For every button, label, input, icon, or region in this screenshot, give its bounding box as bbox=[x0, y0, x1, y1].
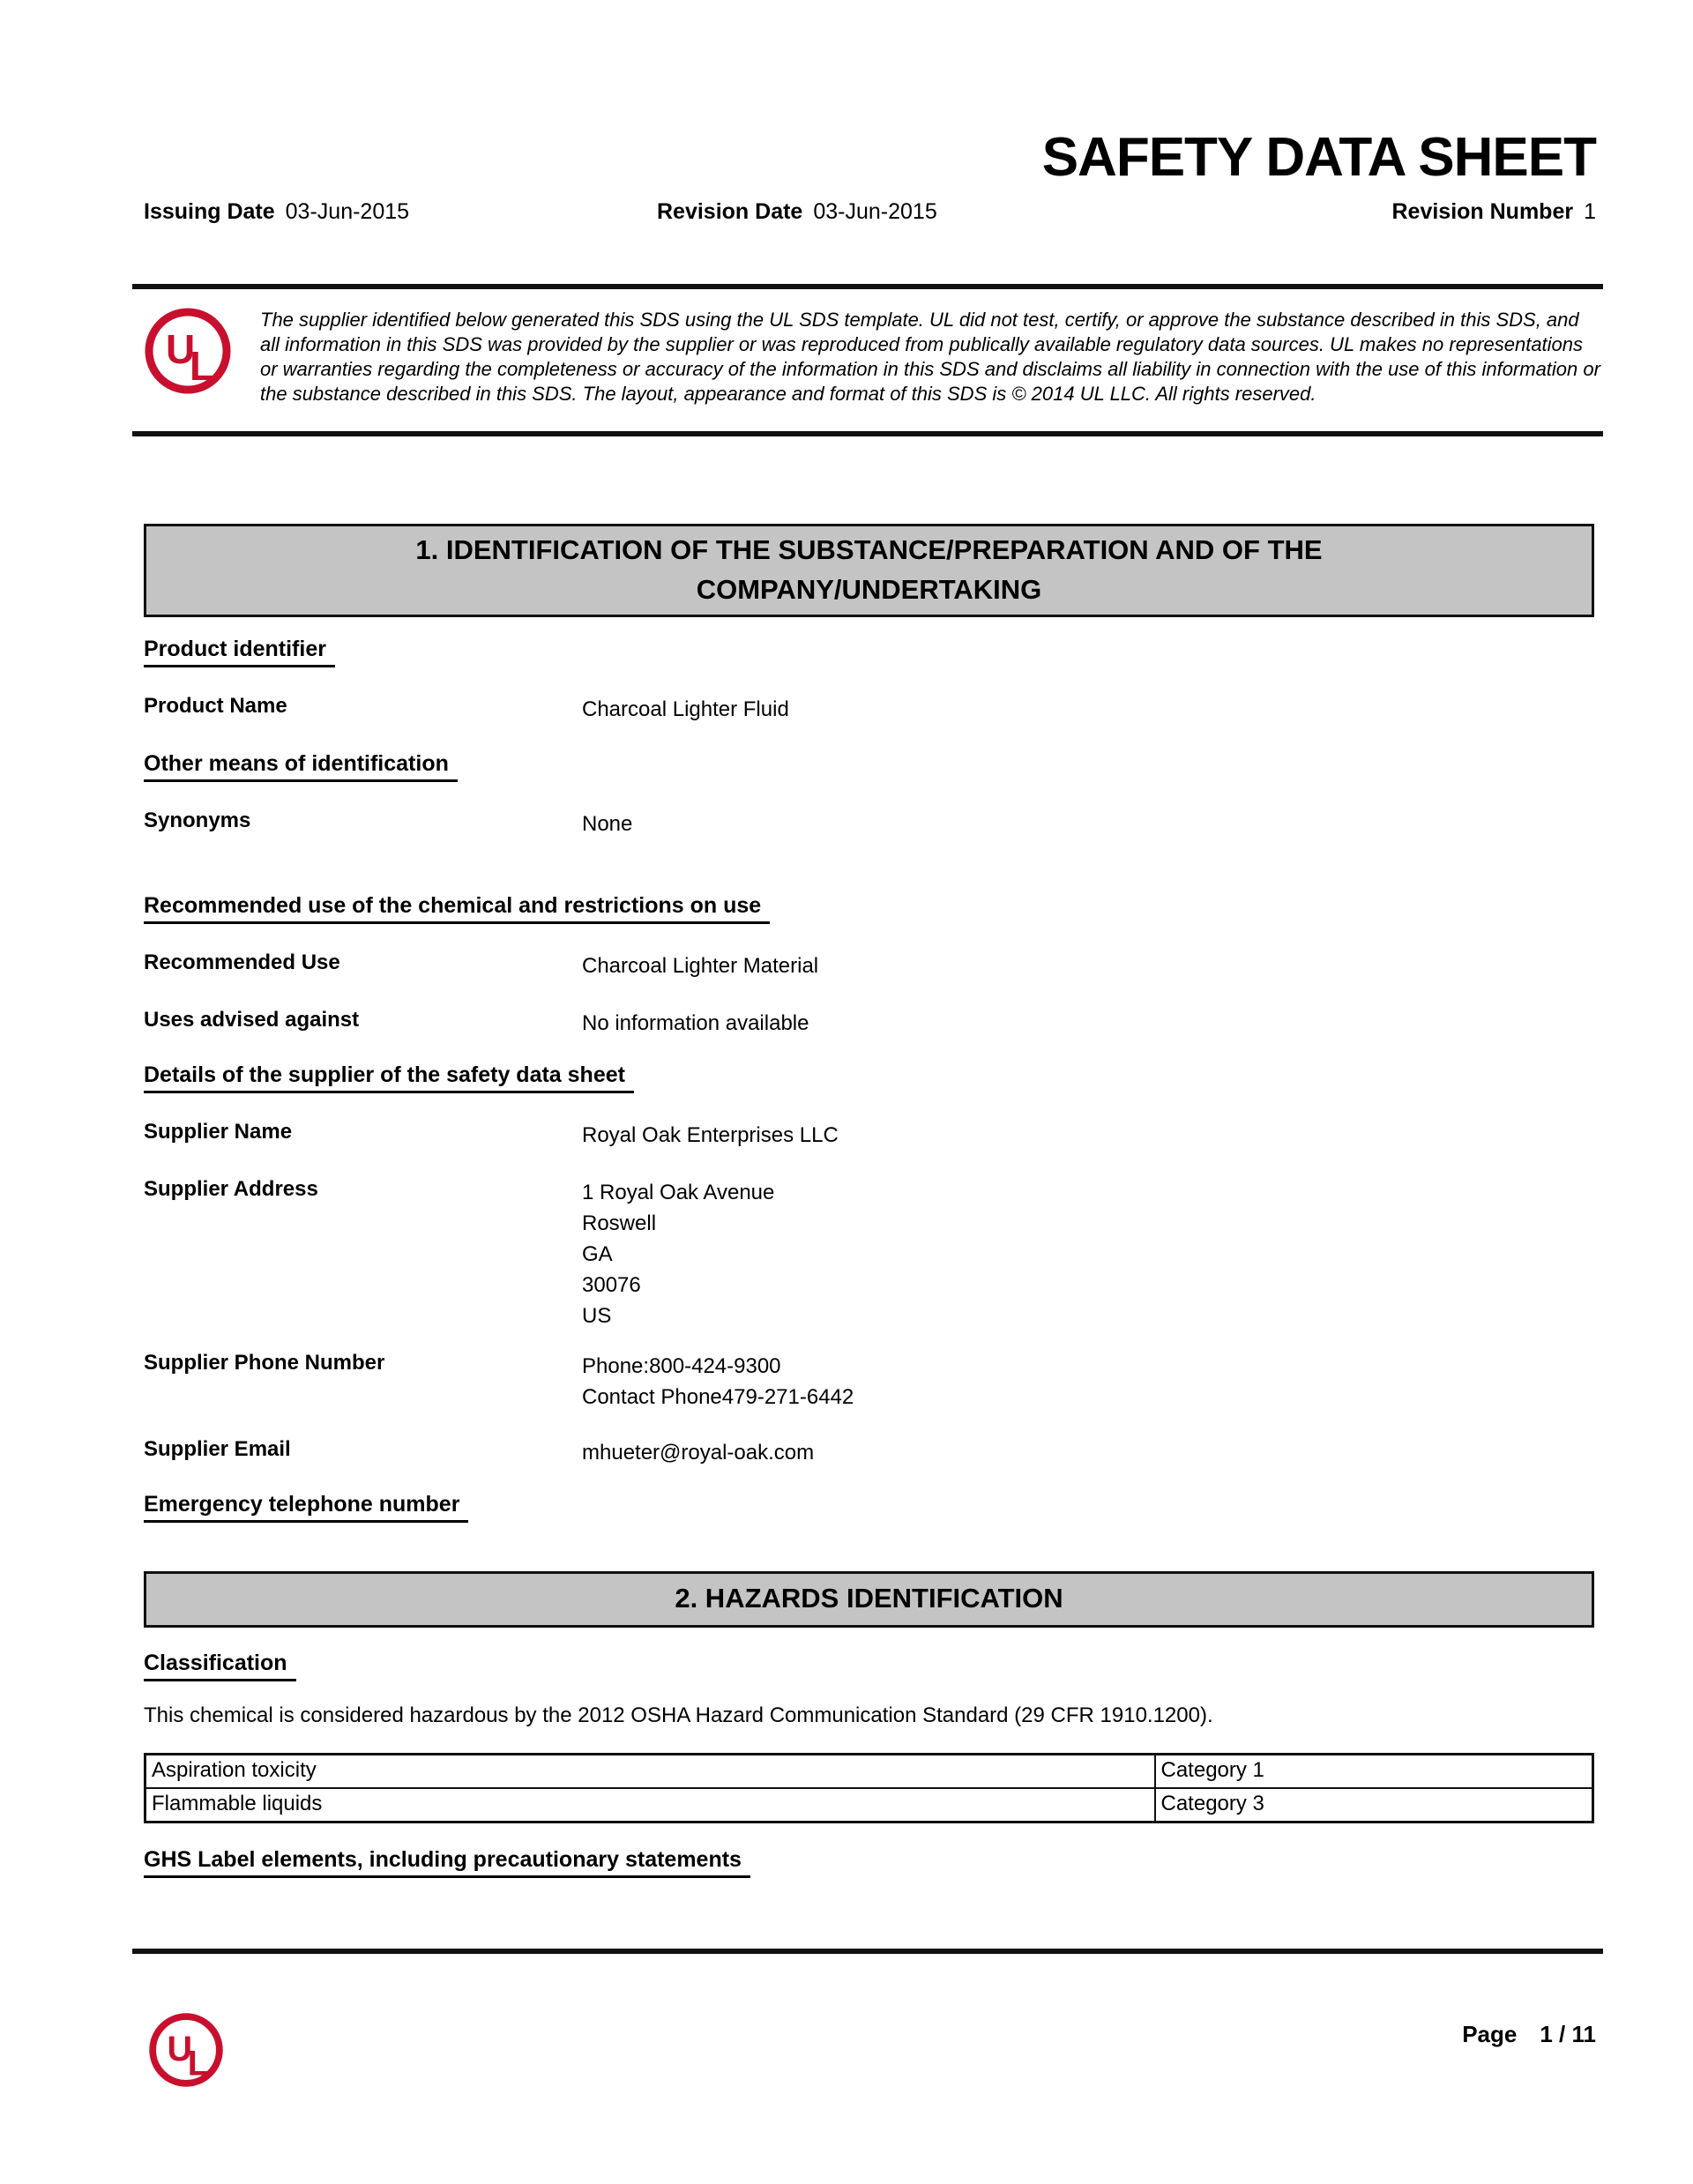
synonyms-label: Synonyms bbox=[144, 809, 251, 832]
header-dates-row bbox=[0, 199, 1693, 227]
revision-number-value: 1 bbox=[1584, 199, 1596, 224]
classification-statement: This chemical is considered hazardous by the 2012 OSHA Hazard Communication Standard (29 CFR 1910.1200). bbox=[144, 1703, 1213, 1727]
section1-heading-line1: 1. IDENTIFICATION OF THE SUBSTANCE/PREPARATION AND OF THE bbox=[415, 534, 1323, 565]
supplier-name-label: Supplier Name bbox=[144, 1120, 293, 1144]
product-name-field bbox=[144, 694, 789, 725]
section1-heading-line2: COMPANY/UNDERTAKING bbox=[696, 574, 1042, 605]
revision-date-label: Revision Date bbox=[657, 199, 803, 224]
supplier-email-value: mhueter@royal-oak.com bbox=[582, 1441, 815, 1465]
supplier-phone-line1: Phone:800-424-9300 bbox=[582, 1354, 781, 1378]
uses-advised-value: No information available bbox=[582, 1011, 809, 1035]
synonyms-value: None bbox=[582, 812, 633, 836]
ul-disclaimer-text: The supplier identified below generated this SDS using the UL SDS template. UL did not test, certify, or approve the substance described in this SDS, and all information in this SDS was provided by the supplier or was reproduced from publically available regulatory data sources. UL makes no representations or warranties regarding the completeness or accuracy of the information in this SDS and disclaims all liability in connection with the use of this information or the substance described in this SDS. The layout, appearance and format of this SDS is © 2014 UL LLC. All rights reserved. bbox=[260, 309, 1600, 405]
ul-logo-icon bbox=[148, 2012, 224, 2088]
category-cell: Category 1 bbox=[1155, 1755, 1593, 1789]
table-row bbox=[145, 1755, 1593, 1789]
product-name-value: Charcoal Lighter Fluid bbox=[582, 697, 789, 721]
synonyms-field bbox=[144, 809, 632, 839]
recommended-use-field bbox=[144, 950, 818, 981]
revision-date bbox=[657, 199, 937, 225]
uses-advised-field bbox=[144, 1008, 809, 1039]
supplier-address-line2: Roswell bbox=[582, 1211, 657, 1235]
divider-footer bbox=[132, 1949, 1603, 1954]
product-name-label: Product Name bbox=[144, 694, 287, 718]
table-row bbox=[145, 1788, 1593, 1822]
recommended-use-value: Charcoal Lighter Material bbox=[582, 954, 819, 978]
supplier-address-value bbox=[582, 1177, 774, 1331]
product-identifier-heading: Product identifier bbox=[144, 637, 335, 667]
category-cell: Category 3 bbox=[1155, 1788, 1593, 1822]
ul-logo-letter-u: U bbox=[167, 2030, 193, 2069]
revision-number bbox=[1391, 199, 1596, 225]
issuing-date-label: Issuing Date bbox=[144, 199, 275, 224]
supplier-address-line5: US bbox=[582, 1304, 612, 1328]
emergency-phone-heading: Emergency telephone number bbox=[144, 1492, 468, 1523]
uses-advised-label: Uses advised against bbox=[144, 1008, 360, 1032]
ghs-label-heading: GHS Label elements, including precautionary statements bbox=[144, 1847, 750, 1878]
supplier-phone-field bbox=[144, 1351, 854, 1413]
supplier-email-label: Supplier Email bbox=[144, 1437, 291, 1461]
recommended-use-heading: Recommended use of the chemical and restrictions on use bbox=[144, 893, 770, 924]
divider-below-disclaimer bbox=[132, 431, 1603, 436]
supplier-details-heading: Details of the supplier of the safety data sheet bbox=[144, 1062, 634, 1093]
supplier-address-line4: 30076 bbox=[582, 1273, 641, 1297]
recommended-use-label: Recommended Use bbox=[144, 950, 340, 974]
other-means-heading: Other means of identification bbox=[144, 751, 458, 782]
page-value: 1 / 11 bbox=[1540, 2021, 1596, 2047]
classification-heading: Classification bbox=[144, 1651, 296, 1681]
supplier-email-field bbox=[144, 1437, 814, 1468]
ul-logo-letter-l: L bbox=[187, 2044, 209, 2083]
divider-top bbox=[132, 284, 1603, 289]
revision-number-label: Revision Number bbox=[1391, 199, 1574, 224]
issuing-date bbox=[144, 199, 409, 225]
page-label: Page bbox=[1462, 2021, 1518, 2047]
section2-heading: 2. HAZARDS IDENTIFICATION bbox=[675, 1583, 1063, 1614]
supplier-address-line3: GA bbox=[582, 1242, 613, 1266]
section1-header bbox=[144, 524, 1594, 617]
hazard-cell: Flammable liquids bbox=[145, 1788, 1155, 1822]
supplier-phone-value bbox=[582, 1351, 854, 1413]
hazard-cell: Aspiration toxicity bbox=[145, 1755, 1155, 1789]
supplier-address-label: Supplier Address bbox=[144, 1177, 318, 1201]
supplier-phone-label: Supplier Phone Number bbox=[144, 1351, 385, 1375]
supplier-address-line1: 1 Royal Oak Avenue bbox=[582, 1181, 775, 1204]
page-number bbox=[1462, 2021, 1596, 2048]
supplier-name-value: Royal Oak Enterprises LLC bbox=[582, 1123, 839, 1147]
ul-logo-icon bbox=[144, 307, 232, 395]
issuing-date-value: 03-Jun-2015 bbox=[285, 199, 410, 224]
ul-logo-letter-u: U bbox=[166, 326, 196, 372]
supplier-name-field bbox=[144, 1120, 839, 1151]
supplier-phone-line2: Contact Phone479-271-6442 bbox=[582, 1385, 854, 1409]
document-title: SAFETY DATA SHEET bbox=[1041, 127, 1596, 188]
supplier-address-field bbox=[144, 1177, 774, 1331]
hazard-classification-table bbox=[144, 1753, 1594, 1823]
revision-date-value: 03-Jun-2015 bbox=[813, 199, 937, 224]
ul-logo-letter-l: L bbox=[190, 343, 215, 389]
section2-header bbox=[144, 1571, 1594, 1628]
